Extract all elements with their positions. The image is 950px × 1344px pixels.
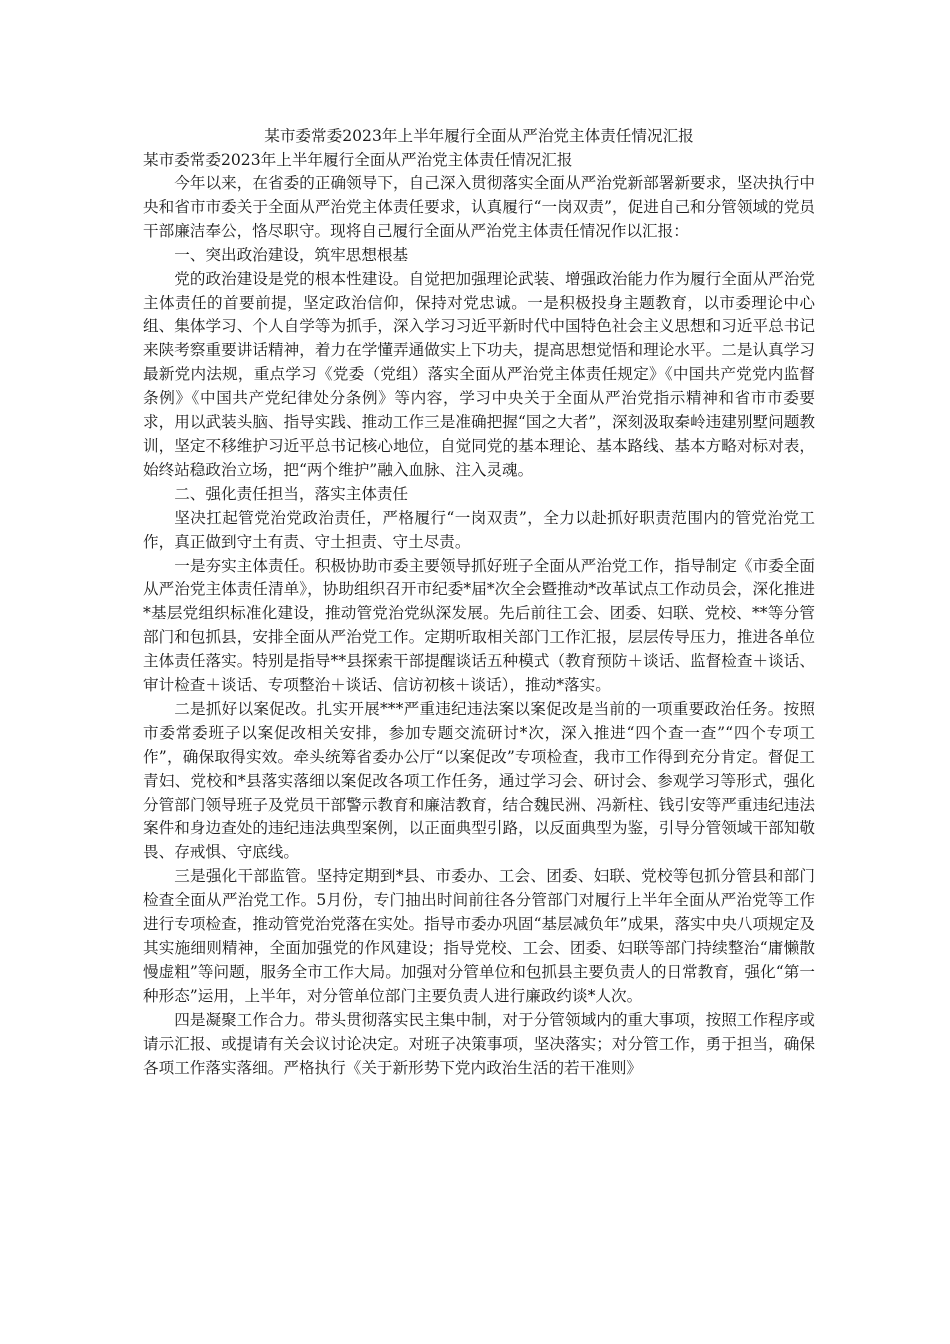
- document-body: [143, 124, 815, 1080]
- section-2-item-2: 二是抓好以案促改。扎实开展***严重违纪违法案以案促改是当前的一项重要政治任务。按照市委常委班子以案促改相关安排，参加专题交流研讨*次，深入推进“四个查一查”“四个专项工作”，确保取得实效。牵头统筹省委办公厅“以案促改”专项检查，我市工作得到充分肯定。督促工青妇、党校和*县落实落细以案促改各项工作任务，通过学习会、研讨会、参观学习等形式，强化分管部门领导班子及党员干部警示教育和廉洁教育，结合魏民洲、冯新柱、钱引安等严重违纪违法案件和身边查处的违纪违法典型案例，以正面典型引路，以反面典型为鉴，引导分管领域干部知敬畏、存戒惧、守底线。: [143, 699, 815, 862]
- section-1-paragraph: 党的政治建设是党的根本性建设。自觉把加强理论武装、增强政治能力作为履行全面从严治党主体责任的首要前提，坚定政治信仰，保持对党忠诚。一是积极投身主题教育，以市委理论中心组、集体学习、个人自学等为抓手，深入学习习近平新时代中国特色社会主义思想和习近平总书记来陕考察重要讲话精神，着力在学懂弄通做实上下功夫，提高思想觉悟和理论水平。二是认真学习最新党内法规，重点学习《党委（党组）落实全面从严治党主体责任规定》《中国共产党党内监督条例》《中国共产党纪律处分条例》等内容，学习中央关于全面从严治党指示精神和省市市委要求，用以武装头脑、指导实践、推动工作三是准确把握“国之大者”，深刻汲取秦岭违建别墅问题教训，坚定不移维护习近平总书记核心地位，自觉同党的基本理论、基本路线、基本方略对标对表，始终站稳政治立场，把“两个维护”融入血脉、注入灵魂。: [143, 269, 815, 479]
- section-2-item-1: 一是夯实主体责任。积极协助市委主要领导抓好班子全面从严治党工作，指导制定《市委全面从严治党主体责任清单》，协助组织召开市纪委*届*次全会暨推动*改革试点工作动员会，深化推进*基层党组织标准化建设，推动管党治党纵深发展。先后前往工会、团委、妇联、党校、**等分管部门和包抓县，安排全面从严治党工作。定期听取相关部门工作汇报，层层传导压力，推进各单位主体责任落实。特别是指导**县探索干部提醒谈话五种模式（教育预防＋谈话、监督检查＋谈话、审计检查＋谈话、专项整治＋谈话、信访初核＋谈话），推动*落实。: [143, 556, 815, 695]
- section-heading-1: 一、突出政治建设，筑牢思想根基: [174, 245, 409, 264]
- document-title-centered: 某市委常委2023年上半年履行全面从严治党主体责任情况汇报: [264, 127, 694, 145]
- intro-paragraph: 今年以来，在省委的正确领导下，自己深入贯彻落实全面从严治党新部署新要求，坚决执行中央和省市市委关于全面从严治党主体责任要求，认真履行“一岗双责”，促进自己和分管领域的党员干部廉洁奉公，恪尽职守。现将自己履行全面从严治党主体责任情况作以汇报：: [143, 174, 815, 240]
- section-2-paragraph: 坚决扛起管党治党政治责任，严格履行“一岗双责”，全力以赴抓好职责范围内的管党治党工作，真正做到守土有责、守土担责、守土尽责。: [143, 508, 815, 551]
- section-heading-2: 二、强化责任担当，落实主体责任: [174, 484, 409, 503]
- document-title-left: 某市委常委2023年上半年履行全面从严治党主体责任情况汇报: [143, 151, 573, 169]
- section-2-item-4: 四是凝聚工作合力。带头贯彻落实民主集中制，对于分管领域内的重大事项，按照工作程序或请示汇报、或提请有关会议讨论决定。对班子决策事项，坚决落实；对分管工作，勇于担当，确保各项工作落实落细。严格执行《关于新形势下党内政治生活的若干准则》: [143, 1010, 815, 1077]
- section-2-item-3: 三是强化干部监管。坚持定期到*县、市委办、工会、团委、妇联、党校等包抓分管县和部门检查全面从严治党工作。5月份，专门抽出时间前往各分管部门对履行上半年全面从严治党等工作进行专项检查，推动管党治党落在实处。指导市委办巩固“基层减负年”成果，落实中央八项规定及其实施细则精神，全面加强党的作风建设；指导党校、工会、团委、妇联等部门持续整治“庸懒散慢虚粗”等问题，服务全市工作大局。加强对分管单位和包抓县主要负责人的日常教育，强化“第一种形态”运用，上半年，对分管单位部门主要负责人进行廉政约谈*人次。: [143, 867, 815, 1005]
